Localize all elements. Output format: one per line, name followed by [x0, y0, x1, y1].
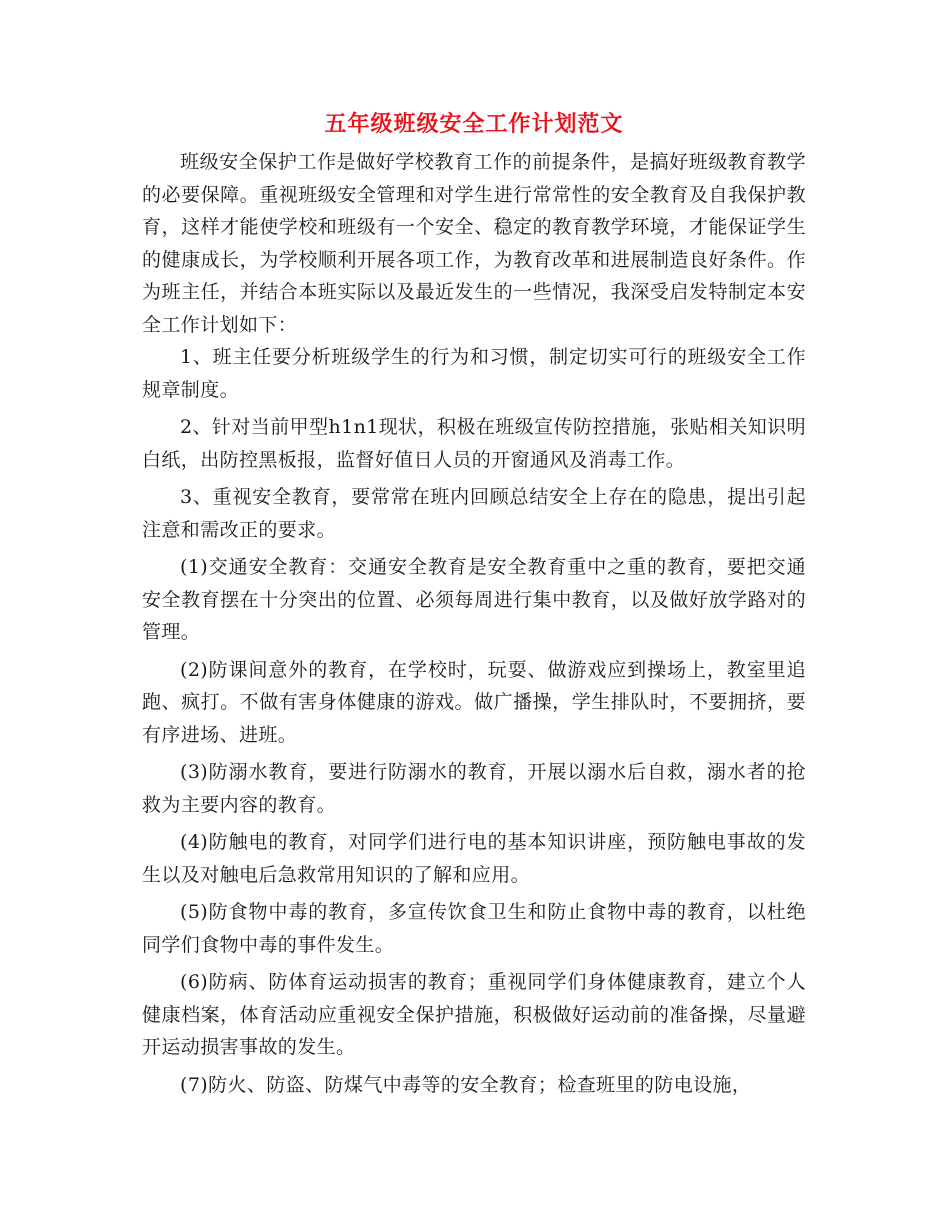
document-title: 五年级班级安全工作计划范文: [324, 111, 624, 137]
paragraph-sub-3: (3)防溺水教育，要进行防溺水的教育，开展以溺水后自救，溺水者的抢救为主要内容的教育。: [142, 761, 806, 816]
paragraph-item-3: 3、重视安全教育，要常常在班内回顾总结安全上存在的隐患，提出引起注意和需改正的要求。: [142, 486, 806, 541]
paragraph-sub-6: (6)防病、防体育运动损害的教育；重视同学们身体健康教育，建立个人健康档案，体育活动应重视安全保护措施，积极做好运动前的准备操，尽量避开运动损害事故的发生。: [142, 971, 806, 1058]
paragraph-item-2: 2、针对当前甲型h1n1现状，积极在班级宣传防控措施，张贴相关知识明白纸，出防控黑板报，监督好值日人员的开窗通风及消毒工作。: [142, 416, 806, 471]
paragraph-sub-2: (2)防课间意外的教育，在学校时，玩耍、做游戏应到操场上，教室里追跑、疯打。不做有害身体健康的游戏。做广播操，学生排队时，不要拥挤，要有序进场、进班。: [142, 658, 806, 746]
intro-paragraph: 班级安全保护工作是做好学校教育工作的前提条件，是搞好班级教育教学的必要保障。重视班级安全管理和对学生进行常常性的安全教育及自我保护教育，这样才能使学校和班级有一个安全、稳定的教育教学环境，才能保证学生的健康成长，为学校顺利开展各项工作，为教育改革和进展制造良好条件。作为班主任，并结合本班实际以及最近发生的一些情况，我深受启发特制定本安全工作计划如下：: [142, 151, 806, 336]
paragraph-sub-1: (1)交通安全教育：交通安全教育是安全教育重中之重的教育，要把交通安全教育摆在十分突出的位置、必须每周进行集中教育，以及做好放学路对的管理。: [142, 556, 806, 643]
paragraph-item-1: 1、班主任要分析班级学生的行为和习惯，制定切实可行的班级安全工作规章制度。: [142, 346, 806, 401]
paragraph-sub-7: (7)防火、防盗、防煤气中毒等的安全教育；检查班里的防电设施，: [180, 1073, 752, 1096]
paragraph-sub-4: (4)防触电的教育，对同学们进行电的基本知识讲座，预防触电事故的发生以及对触电后急救常用知识的了解和应用。: [142, 831, 806, 886]
document-page: [142, 108, 806, 1106]
paragraph-sub-5: (5)防食物中毒的教育，多宣传饮食卫生和防止食物中毒的教育，以杜绝同学们食物中毒的事件发生。: [142, 901, 806, 956]
